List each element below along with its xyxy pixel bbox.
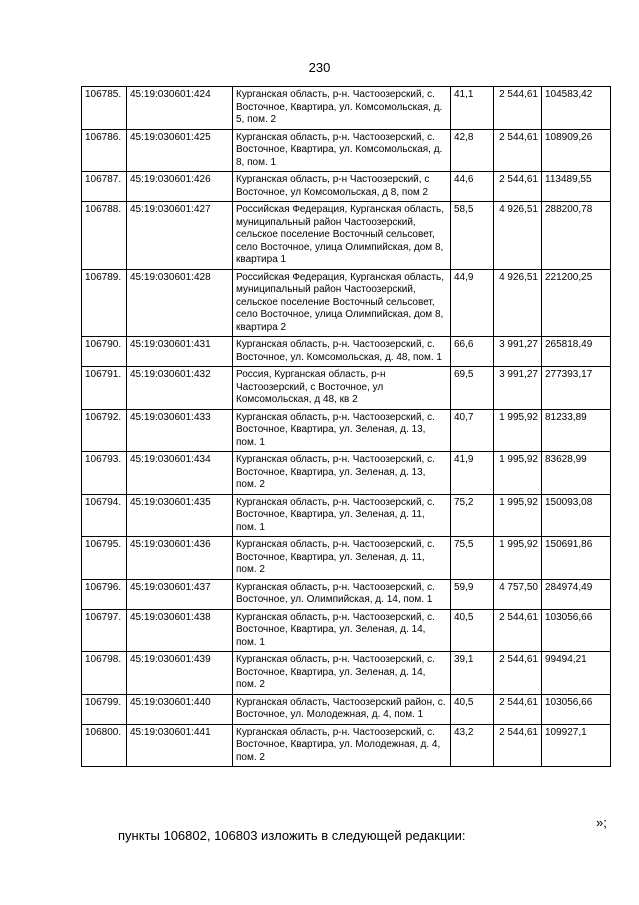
- value-cell: 103056,66: [542, 609, 611, 652]
- area-cell: 39,1: [451, 652, 494, 695]
- rate-cell: 3 991,27: [494, 367, 542, 410]
- area-cell: 75,2: [451, 494, 494, 537]
- value-cell: 150093,08: [542, 494, 611, 537]
- cadastral-number-cell: 45:19:030601:441: [127, 724, 233, 767]
- row-number-cell: 106794.: [82, 494, 127, 537]
- cadastral-number-cell: 45:19:030601:424: [127, 87, 233, 130]
- rate-cell: 1 995,92: [494, 452, 542, 495]
- value-cell: 277393,17: [542, 367, 611, 410]
- value-cell: 104583,42: [542, 87, 611, 130]
- table-row: [82, 694, 611, 724]
- value-cell: 108909,26: [542, 129, 611, 172]
- cadastral-number-cell: 45:19:030601:432: [127, 367, 233, 410]
- area-cell: 44,9: [451, 269, 494, 337]
- table-row: [82, 579, 611, 609]
- address-cell: Курганская область, р-н. Частоозерский, с. Восточное, Квартира, ул. Зеленая, д. 14, пом. 1: [233, 609, 451, 652]
- rate-cell: 1 995,92: [494, 409, 542, 452]
- table-row: [82, 609, 611, 652]
- table-row: [82, 452, 611, 495]
- value-cell: 103056,66: [542, 694, 611, 724]
- address-cell: Курганская область, Частоозерский район, с. Восточное, ул. Молодежная, д. 4, пом. 1: [233, 694, 451, 724]
- rate-cell: 2 544,61: [494, 129, 542, 172]
- rate-cell: 4 926,51: [494, 269, 542, 337]
- table-row: [82, 724, 611, 767]
- table-row: [82, 172, 611, 202]
- address-cell: Российская Федерация, Курганская область, муниципальный район Частоозерский, сельское поселение Восточный сельсовет, село Восточное, улица Олимпийская, дом 8, квартира 1: [233, 202, 451, 270]
- table-row: [82, 269, 611, 337]
- page-number: 230: [308, 60, 331, 75]
- value-cell: 265818,49: [542, 337, 611, 367]
- table-row: [82, 337, 611, 367]
- cadastral-number-cell: 45:19:030601:433: [127, 409, 233, 452]
- address-cell: Курганская область, р-н. Частоозерский, с. Восточное, Квартира, ул. Зеленая, д. 13, пом. 2: [233, 452, 451, 495]
- cadastral-number-cell: 45:19:030601:425: [127, 129, 233, 172]
- row-number-cell: 106790.: [82, 337, 127, 367]
- address-cell: Курганская область, р-н. Частоозерский, с. Восточное, Квартира, ул. Комсомольская, д. 8, пом. 1: [233, 129, 451, 172]
- registry-table-body: [82, 87, 611, 767]
- area-cell: 42,8: [451, 129, 494, 172]
- table-row: [82, 494, 611, 537]
- area-cell: 69,5: [451, 367, 494, 410]
- cadastral-number-cell: 45:19:030601:440: [127, 694, 233, 724]
- rate-cell: 2 544,61: [494, 172, 542, 202]
- row-number-cell: 106788.: [82, 202, 127, 270]
- cadastral-number-cell: 45:19:030601:428: [127, 269, 233, 337]
- row-number-cell: 106786.: [82, 129, 127, 172]
- rate-cell: 2 544,61: [494, 652, 542, 695]
- row-number-cell: 106799.: [82, 694, 127, 724]
- rate-cell: 1 995,92: [494, 537, 542, 580]
- area-cell: 58,5: [451, 202, 494, 270]
- value-cell: 284974,49: [542, 579, 611, 609]
- row-number-cell: 106785.: [82, 87, 127, 130]
- address-cell: Курганская область, р-н. Частоозерский, с. Восточное, Квартира, ул. Зеленая, д. 11, пом. 2: [233, 537, 451, 580]
- table-row: [82, 129, 611, 172]
- rate-cell: 2 544,61: [494, 724, 542, 767]
- address-cell: Российская Федерация, Курганская область, муниципальный район Частоозерский, сельское поселение Восточный сельсовет, село Восточное, улица Олимпийская, дом 8, квартира 2: [233, 269, 451, 337]
- row-number-cell: 106797.: [82, 609, 127, 652]
- cadastral-number-cell: 45:19:030601:434: [127, 452, 233, 495]
- cadastral-number-cell: 45:19:030601:437: [127, 579, 233, 609]
- closing-quote-mark: »;: [596, 815, 607, 830]
- value-cell: 221200,25: [542, 269, 611, 337]
- address-cell: Россия, Курганская область, р-н Частоозерский, с Восточное, ул Комсомольская, д 48, кв 2: [233, 367, 451, 410]
- row-number-cell: 106798.: [82, 652, 127, 695]
- rate-cell: 4 757,50: [494, 579, 542, 609]
- area-cell: 44,6: [451, 172, 494, 202]
- address-cell: Курганская область, р-н. Частоозерский, с. Восточное, Квартира, ул. Молодежная, д. 4, пом. 2: [233, 724, 451, 767]
- table-row: [82, 202, 611, 270]
- cadastral-number-cell: 45:19:030601:431: [127, 337, 233, 367]
- area-cell: 40,5: [451, 609, 494, 652]
- address-cell: Курганская область, р-н Частоозерский, с Восточное, ул Комсомольская, д 8, пом 2: [233, 172, 451, 202]
- rate-cell: 2 544,61: [494, 694, 542, 724]
- value-cell: 288200,78: [542, 202, 611, 270]
- row-number-cell: 106789.: [82, 269, 127, 337]
- value-cell: 81233,89: [542, 409, 611, 452]
- rate-cell: 1 995,92: [494, 494, 542, 537]
- cadastral-number-cell: 45:19:030601:427: [127, 202, 233, 270]
- address-cell: Курганская область, р-н. Частоозерский, с. Восточное, Квартира, ул. Зеленая, д. 13, пом. 1: [233, 409, 451, 452]
- table-row: [82, 409, 611, 452]
- cadastral-number-cell: 45:19:030601:436: [127, 537, 233, 580]
- rate-cell: 3 991,27: [494, 337, 542, 367]
- value-cell: 150691,86: [542, 537, 611, 580]
- value-cell: 113489,55: [542, 172, 611, 202]
- address-cell: Курганская область, р-н. Частоозерский, с. Восточное, Квартира, ул. Комсомольская, д. 5, пом. 2: [233, 87, 451, 130]
- cadastral-number-cell: 45:19:030601:435: [127, 494, 233, 537]
- value-cell: 109927,1: [542, 724, 611, 767]
- area-cell: 40,7: [451, 409, 494, 452]
- cadastral-number-cell: 45:19:030601:439: [127, 652, 233, 695]
- rate-cell: 2 544,61: [494, 609, 542, 652]
- row-number-cell: 106791.: [82, 367, 127, 410]
- cadastral-number-cell: 45:19:030601:426: [127, 172, 233, 202]
- area-cell: 43,2: [451, 724, 494, 767]
- value-cell: 83628,99: [542, 452, 611, 495]
- table-row: [82, 537, 611, 580]
- row-number-cell: 106793.: [82, 452, 127, 495]
- area-cell: 41,9: [451, 452, 494, 495]
- address-cell: Курганская область, р-н. Частоозерский, с. Восточное, ул. Комсомольская, д. 48, пом. 1: [233, 337, 451, 367]
- address-cell: Курганская область, р-н. Частоозерский, с. Восточное, Квартира, ул. Зеленая, д. 14, пом. 2: [233, 652, 451, 695]
- instruction-paragraph: пункты 106802, 106803 изложить в следующей редакции:: [118, 828, 466, 843]
- table-row: [82, 87, 611, 130]
- registry-table: [81, 86, 611, 767]
- row-number-cell: 106787.: [82, 172, 127, 202]
- cadastral-number-cell: 45:19:030601:438: [127, 609, 233, 652]
- area-cell: 75,5: [451, 537, 494, 580]
- row-number-cell: 106792.: [82, 409, 127, 452]
- table-row: [82, 367, 611, 410]
- rate-cell: 4 926,51: [494, 202, 542, 270]
- area-cell: 66,6: [451, 337, 494, 367]
- area-cell: 40,5: [451, 694, 494, 724]
- value-cell: 99494,21: [542, 652, 611, 695]
- row-number-cell: 106795.: [82, 537, 127, 580]
- table-row: [82, 652, 611, 695]
- area-cell: 59,9: [451, 579, 494, 609]
- row-number-cell: 106796.: [82, 579, 127, 609]
- address-cell: Курганская область, р-н. Частоозерский, с. Восточное, ул. Олимпийская, д. 14, пом. 1: [233, 579, 451, 609]
- row-number-cell: 106800.: [82, 724, 127, 767]
- area-cell: 41,1: [451, 87, 494, 130]
- rate-cell: 2 544,61: [494, 87, 542, 130]
- address-cell: Курганская область, р-н. Частоозерский, с. Восточное, Квартира, ул. Зеленая, д. 11, пом. 1: [233, 494, 451, 537]
